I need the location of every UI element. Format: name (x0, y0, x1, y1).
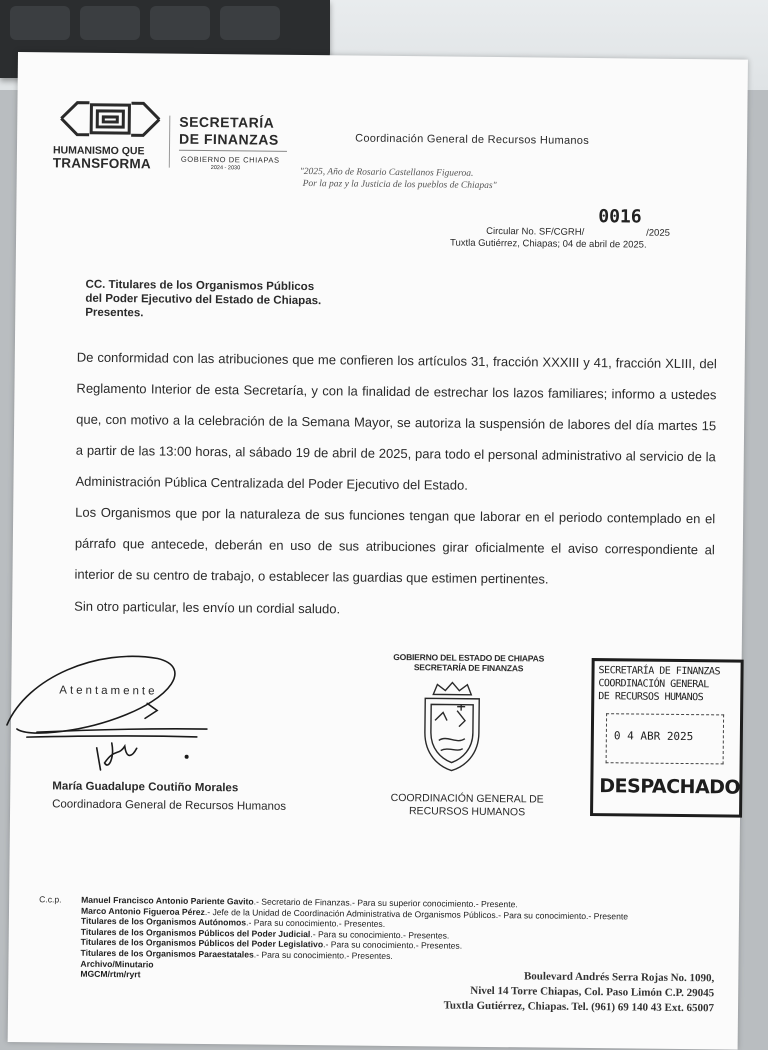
logo-text-line1: HUMANISMO QUE (53, 144, 145, 157)
ccp-line-text: .- Para su conocimiento.- Presentes. (254, 950, 393, 961)
stamp-line2: COORDINACIÓN GENERAL (598, 677, 738, 691)
ccp-line-name: Titulares de los Organismos Públicos del Poder Legislativo (81, 937, 324, 950)
recipient-line1: CC. Titulares de los Organismos Públicos (86, 279, 315, 293)
ccp-line (80, 958, 153, 969)
signer-title: Coordinadora General de Recursos Humanos (52, 798, 286, 812)
atentamente-label: Atentamente (59, 684, 157, 697)
ccp-line-name: Titulares de los Organismos Públicos del Poder Judicial (81, 927, 311, 939)
seal-bottom-line2: RECURSOS HUMANOS (372, 805, 562, 819)
secretaria-title-line2: DE FINANZAS (179, 131, 279, 148)
secretaria-title-line1: SECRETARÍA (179, 114, 274, 131)
body-paragraph-2: Los Organismos que por la naturaleza de sus funciones tengan que laborar en el periodo contemplado en el párrafo que antecede, deberán en uso de sus atribuciones girar oficialmente el aviso correspondiente al interior de su centro de trabajo, o establecer las guardias que estimen pertinentes. (74, 497, 715, 597)
footer-address-line2: Nivel 14 Torre Chiapas, Col. Paso Limón C.P. 29045 (364, 984, 714, 1000)
title-rule (179, 150, 287, 152)
ccp-line-name: Marco Antonio Figueroa Pérez (81, 905, 205, 916)
stamp-line3: DE RECURSOS HUMANOS (598, 690, 738, 704)
recipient-line2: del Poder Ejecutivo del Estado de Chiapas. (85, 293, 321, 307)
logo-text-line2: TRANSFORMA (53, 155, 151, 171)
ccp-line-text: .- Para su conocimiento.- Presentes. (310, 929, 449, 940)
document-page (8, 52, 748, 1050)
seal-bottom-line1: COORDINACIÓN GENERAL DE (372, 792, 562, 806)
ccp-line-name: MGCM/rtm/ryrt (80, 969, 140, 980)
seal-line2: SECRETARÍA DE FINANZAS (374, 662, 564, 674)
ccp-line-text: .- Para su conocimiento.- Presentes. (246, 918, 385, 929)
ccp-line-text: .- Secretario de Finanzas.- Para su superior conocimiento.- Presente. (254, 897, 518, 910)
ccp-line-text: .- Para su conocimiento.- Presentes. (323, 940, 462, 951)
motto-line1: "2025, Año de Rosario Castellanos Figueroa. (300, 167, 474, 179)
gobierno-label: GOBIERNO DE CHIAPAS (181, 155, 280, 165)
motto-line2: Por la paz y la Justicia de los pueblos de Chiapas" (303, 179, 497, 191)
seal-line1: GOBIERNO DEL ESTADO DE CHIAPAS (374, 652, 564, 664)
ccp-line (80, 969, 140, 980)
handwritten-signature-icon (0, 637, 228, 779)
circular-number: 0016 (598, 206, 642, 227)
circular-year: /2025 (646, 228, 670, 239)
circular-place-date: Tuxtla Gutiérrez, Chiapas; 04 de abril de 2025. (450, 238, 647, 251)
circular-label: Circular No. SF/CGRH/ (486, 226, 584, 238)
signer-name: María Guadalupe Coutiño Morales (52, 780, 238, 794)
despachado-stamp (590, 658, 744, 818)
closing-line: Sin otro particular, les envío un cordial saludo. (74, 591, 714, 629)
ccp-line-name: Titulares de los Organismos Paraestatales (81, 948, 254, 960)
footer-address-line1: Boulevard Andrés Serra Rojas No. 1090, (464, 970, 714, 985)
ccp-line-name: Manuel Francisco Antonio Pariente Gavito (81, 895, 254, 907)
body-paragraph-1: De conformidad con las atribuciones que me confieren los artículos 31, fracción XXXIII y 41, fracción XLIII, del Reglamento Interior de esta Secretaría, y con la finalidad de estrechar los lazos familiares; informo a ustedes que, con motivo a la celebración de la Semana Mayor, se autoriza la suspensión de labores del día martes 15 a partir de las 13:00 horas, al sábado 19 de abril de 2025, para todo el personal administrativo al servicio de la Administración Pública Centralizada del Poder Ejecutivo del Estado. (75, 342, 717, 504)
recipient-line3: Presentes. (85, 307, 143, 320)
ccp-line-name: Archivo/Minutario (80, 958, 153, 969)
ccp-label: C.c.p. (39, 894, 62, 904)
coat-of-arms-icon (416, 680, 487, 773)
stamp-status: DESPACHADO (599, 775, 740, 798)
stamp-date: 0 4 ABR 2025 (614, 729, 694, 743)
humanismo-logo-icon (55, 94, 165, 141)
footer-address-line3: Tuxtla Gutiérrez, Chiapas. Tel. (961) 69 140 43 Ext. 65007 (314, 998, 714, 1014)
ccp-line-name: Titulares de los Organismos Autónomos (81, 916, 246, 928)
ccp-line-text: .- Jefe de la Unidad de Coordinación Administrativa de Organismos Públicos.- Para su conocimiento.- Presente (205, 907, 628, 921)
stamp-line1: SECRETARÍA DE FINANZAS (598, 664, 738, 678)
years-label: 2024 - 2030 (211, 165, 240, 171)
coordination-header: Coordinación General de Recursos Humanos (355, 133, 589, 147)
logo-divider (169, 116, 171, 168)
